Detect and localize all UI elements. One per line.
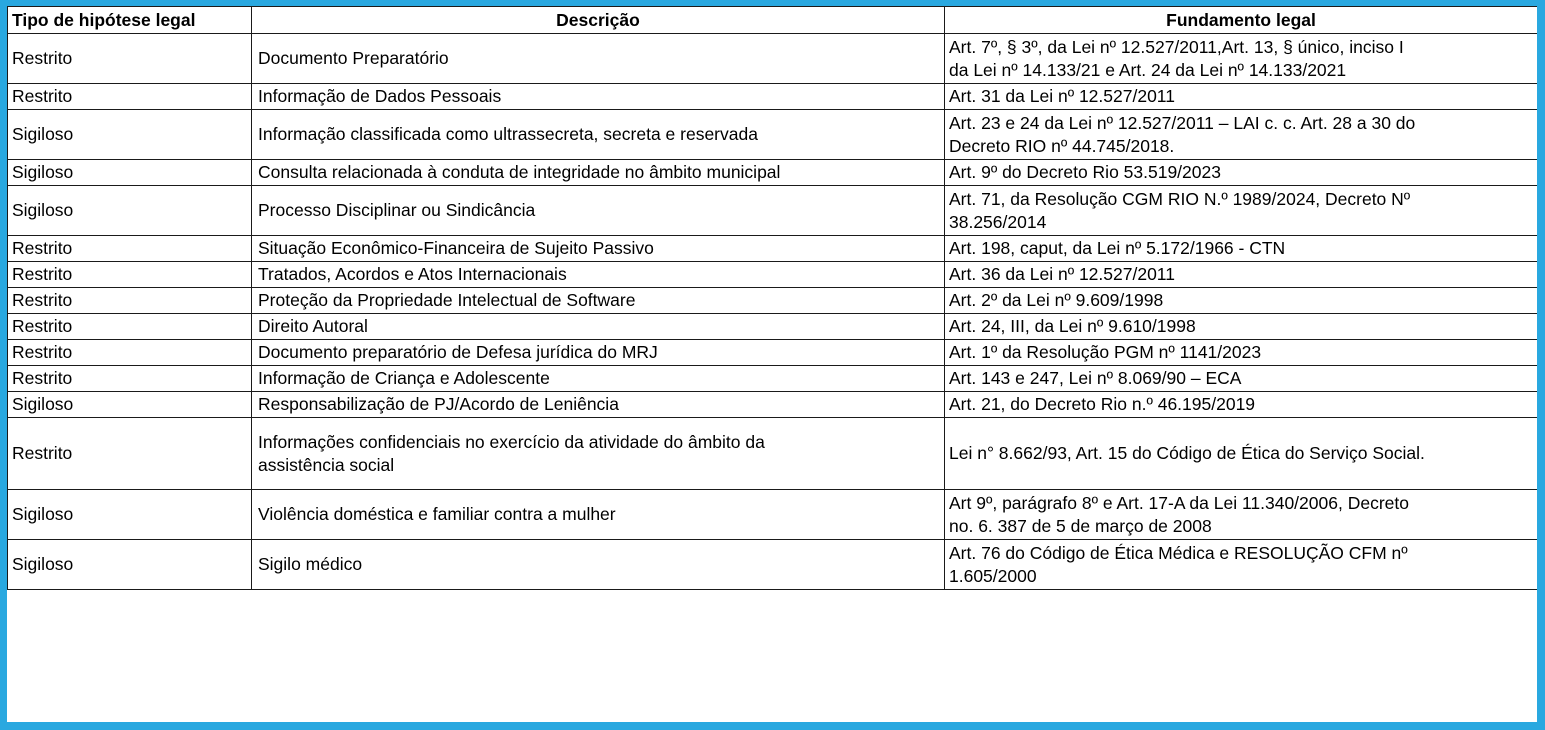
table-row	[8, 392, 1538, 418]
table-row	[8, 84, 1538, 110]
table-row	[8, 418, 1538, 490]
basis-line: Art. 2º da Lei nº 9.609/1998	[949, 290, 1164, 310]
cell-type: Restrito	[8, 418, 252, 490]
cell-description: Consulta relacionada à conduta de integridade no âmbito municipal	[252, 160, 945, 186]
basis-line: Lei n° 8.662/93, Art. 15 do Código de Ética do Serviço Social.	[949, 443, 1425, 463]
basis-line: 1.605/2000	[949, 565, 1037, 586]
cell-legal-basis	[945, 418, 1538, 490]
cell-description: Violência doméstica e familiar contra a mulher	[252, 490, 945, 540]
cell-description: Direito Autoral	[252, 314, 945, 340]
basis-line: Art. 198, caput, da Lei nº 5.172/1966 - CTN	[949, 238, 1286, 258]
cell-legal-basis	[945, 236, 1538, 262]
header-legal-basis: Fundamento legal	[945, 7, 1538, 34]
cell-type: Restrito	[8, 34, 252, 84]
cell-description: Proteção da Propriedade Intelectual de Software	[252, 288, 945, 314]
cell-type: Sigiloso	[8, 110, 252, 160]
cell-description: Sigilo médico	[252, 540, 945, 590]
basis-line: Art. 21, do Decreto Rio n.º 46.195/2019	[949, 394, 1256, 414]
cell-description: Documento preparatório de Defesa jurídica do MRJ	[252, 340, 945, 366]
basis-line: Art. 76 do Código de Ética Médica e RESOLUÇÃO CFM nº	[949, 542, 1408, 563]
cell-description	[252, 418, 945, 490]
cell-description: Informação de Dados Pessoais	[252, 84, 945, 110]
cell-description: Informação classificada como ultrassecreta, secreta e reservada	[252, 110, 945, 160]
table-row	[8, 366, 1538, 392]
cell-legal-basis	[945, 110, 1538, 160]
table-row	[8, 262, 1538, 288]
cell-legal-basis	[945, 540, 1538, 590]
basis-line: Art. 1º da Resolução PGM nº 1141/2023	[949, 342, 1262, 362]
cell-type: Restrito	[8, 340, 252, 366]
cell-type: Sigiloso	[8, 160, 252, 186]
cell-type: Restrito	[8, 262, 252, 288]
cell-description: Tratados, Acordos e Atos Internacionais	[252, 262, 945, 288]
basis-line: Art. 23 e 24 da Lei nº 12.527/2011 – LAI c. c. Art. 28 a 30 do	[949, 112, 1416, 133]
table-row	[8, 490, 1538, 540]
basis-line: Art. 9º do Decreto Rio 53.519/2023	[949, 162, 1221, 182]
table-row	[8, 314, 1538, 340]
basis-line: no. 6. 387 de 5 de março de 2008	[949, 515, 1212, 536]
cell-type: Sigiloso	[8, 392, 252, 418]
header-type: Tipo de hipótese legal	[8, 7, 252, 34]
basis-line: Art 9º, parágrafo 8º e Art. 17-A da Lei 11.340/2006, Decreto	[949, 492, 1409, 513]
cell-type: Restrito	[8, 314, 252, 340]
basis-line: da Lei nº 14.133/21 e Art. 24 da Lei nº 14.133/2021	[949, 59, 1347, 80]
table-row	[8, 288, 1538, 314]
basis-line: Art. 24, III, da Lei nº 9.610/1998	[949, 316, 1196, 336]
table-row	[8, 34, 1538, 84]
table-header-row	[8, 7, 1538, 34]
basis-line: Decreto RIO nº 44.745/2018.	[949, 135, 1175, 156]
cell-description: Responsabilização de PJ/Acordo de Leniência	[252, 392, 945, 418]
table-row	[8, 540, 1538, 590]
cell-legal-basis	[945, 84, 1538, 110]
basis-line: Art. 7º, § 3º, da Lei nº 12.527/2011,Art. 13, § único, inciso I	[949, 36, 1404, 57]
basis-line: Art. 31 da Lei nº 12.527/2011	[949, 86, 1175, 106]
cell-description: Processo Disciplinar ou Sindicância	[252, 186, 945, 236]
legal-hypotheses-table	[7, 6, 1537, 590]
cell-legal-basis	[945, 34, 1538, 84]
description-line: assistência social	[258, 454, 395, 475]
cell-legal-basis	[945, 366, 1538, 392]
cell-legal-basis	[945, 186, 1538, 236]
cell-type: Sigiloso	[8, 186, 252, 236]
table-row	[8, 236, 1538, 262]
table-row	[8, 160, 1538, 186]
cell-type: Sigiloso	[8, 540, 252, 590]
basis-line: Art. 71, da Resolução CGM RIO N.º 1989/2024, Decreto Nº	[949, 188, 1411, 209]
cell-description: Documento Preparatório	[252, 34, 945, 84]
cell-type: Restrito	[8, 288, 252, 314]
cell-legal-basis	[945, 262, 1538, 288]
cell-legal-basis	[945, 490, 1538, 540]
header-description: Descrição	[252, 7, 945, 34]
cell-type: Restrito	[8, 84, 252, 110]
table-row	[8, 340, 1538, 366]
basis-line: 38.256/2014	[949, 211, 1047, 232]
cell-legal-basis	[945, 288, 1538, 314]
legal-hypotheses-table-frame	[7, 6, 1537, 722]
cell-type: Sigiloso	[8, 490, 252, 540]
table-row	[8, 186, 1538, 236]
cell-description: Situação Econômico-Financeira de Sujeito Passivo	[252, 236, 945, 262]
table-row	[8, 110, 1538, 160]
basis-line: Art. 36 da Lei nº 12.527/2011	[949, 264, 1175, 284]
basis-line: Art. 143 e 247, Lei nº 8.069/90 – ECA	[949, 368, 1242, 388]
description-line: Informações confidenciais no exercício da atividade do âmbito da	[258, 431, 765, 452]
cell-legal-basis	[945, 340, 1538, 366]
cell-type: Restrito	[8, 366, 252, 392]
cell-legal-basis	[945, 314, 1538, 340]
cell-legal-basis	[945, 392, 1538, 418]
cell-type: Restrito	[8, 236, 252, 262]
cell-description: Informação de Criança e Adolescente	[252, 366, 945, 392]
cell-legal-basis	[945, 160, 1538, 186]
